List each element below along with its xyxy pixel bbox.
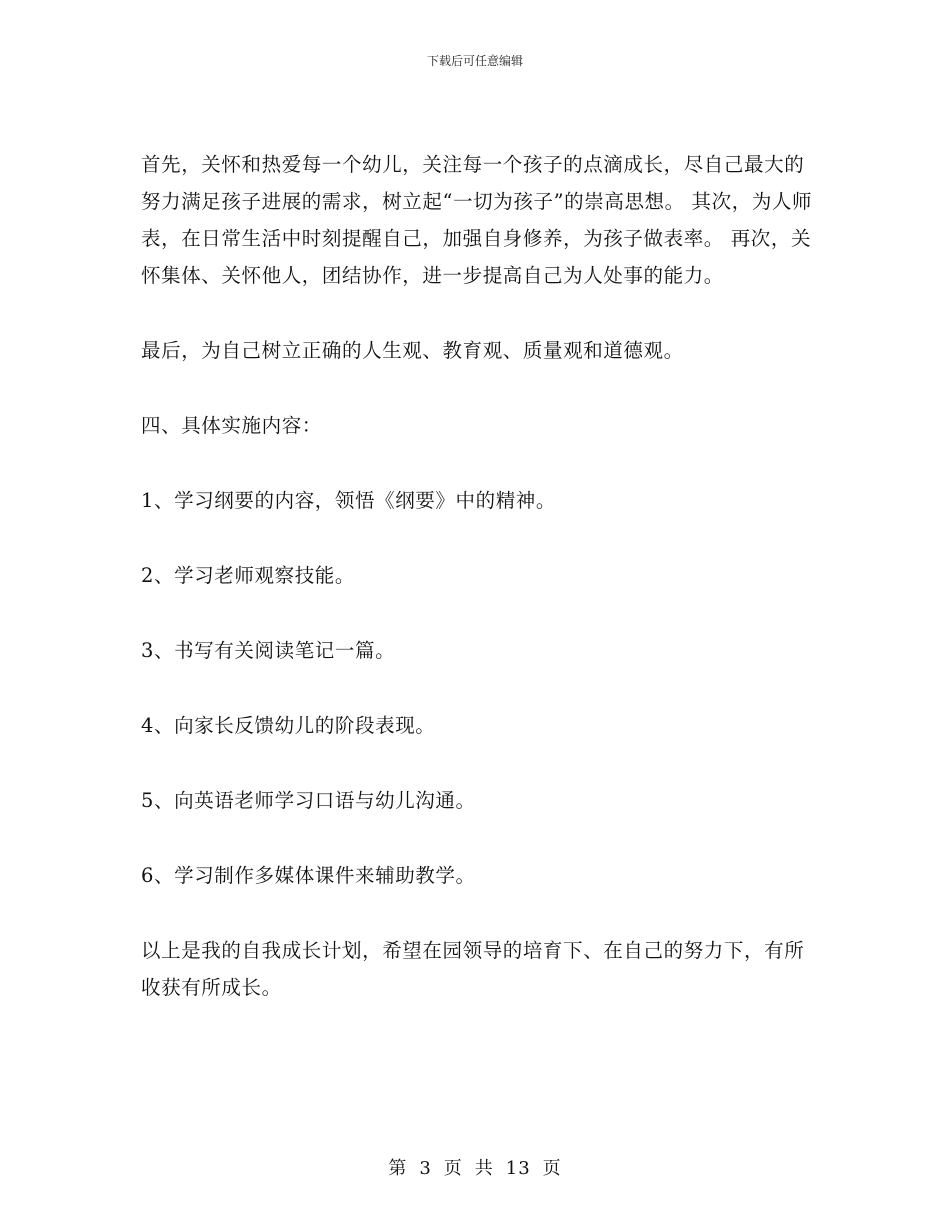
footer-label-total: 共: [474, 1158, 494, 1179]
page-footer: [0, 1154, 950, 1180]
footer-label-page: 第: [388, 1158, 408, 1179]
list-item-1: 1、学习纲要的内容，领悟《纲要》中的精神。: [141, 489, 557, 512]
paragraph-2: 最后，为自己树立正确的人生观、教育观、质量观和道德观。: [141, 339, 684, 362]
footer-total-pages: 13: [505, 1158, 531, 1179]
list-item-6: 6、学习制作多媒体课件来辅助教学。: [141, 864, 476, 887]
list-item-4: 4、向家长反馈幼儿的阶段表现。: [141, 714, 436, 737]
list-item-2: 2、学习老师观察技能。: [141, 564, 356, 587]
footer-label-total-unit: 页: [542, 1158, 562, 1179]
footer-label-page-unit: 页: [443, 1158, 463, 1179]
closing-paragraph: 以上是我的自我成长计划，希望在园领导的培育下、在自己的努力下，有所收获有所成长。: [141, 939, 805, 999]
header-text: 下载后可任意编辑: [426, 54, 523, 68]
footer-current-page: 3: [419, 1158, 432, 1179]
document-body: [141, 146, 821, 1044]
page-header: [0, 52, 950, 69]
section-heading: 四、具体实施内容：: [141, 414, 322, 437]
list-item-3: 3、书写有关阅读笔记一篇。: [141, 639, 396, 662]
paragraph-1: 首先，关怀和热爱每一个幼儿，关注每一个孩子的点滴成长，尽自己最大的努力满足孩子进展的需求，树立起“一切为孩子”的崇高思想。 其次，为人师表，在日常生活中时刻提醒自己，加强自身修养，为孩子做表率。 再次，关怀集体、关怀他人，团结协作，进一步提高自己为人处事的能力。: [141, 153, 813, 287]
list-item-5: 5、向英语老师学习口语与幼儿沟通。: [141, 789, 476, 812]
